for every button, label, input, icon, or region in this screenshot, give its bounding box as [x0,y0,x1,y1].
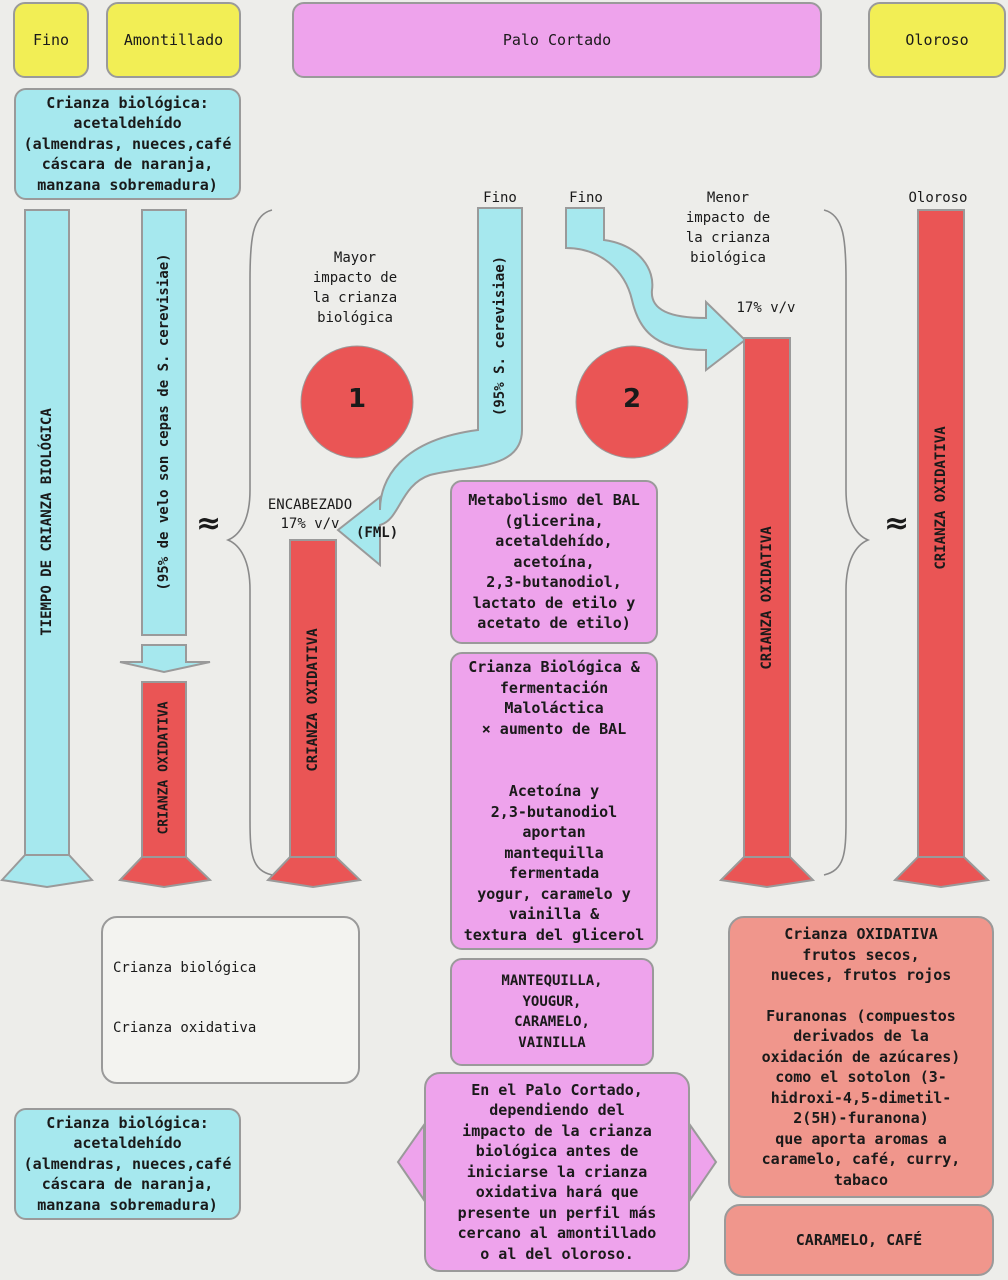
path2-number: 2 [622,384,642,414]
path2-impact-text: Menor impacto de la crianza biológica [685,190,771,266]
amontillado-oxidative-label: CRIANZA OXIDATIVA [156,701,172,835]
path1-flor-label: (95% S. cerevisiae) [492,255,508,417]
path2-fortification: 17% v/v [736,300,796,316]
path1-fml-label: (FML) [356,525,399,541]
fermentation-result-title: Acetoína y 2,3-butanodiol [490,782,618,821]
biological-note-bottom [14,1108,241,1220]
biological-note-bottom-body: (almendras, nueces,café cáscara de naranja, manzana sobremadura) [23,1154,232,1214]
conclusion-right-arrow [690,1125,716,1200]
fino-down-arrow [2,855,92,887]
right-brace [824,210,868,875]
biological-note-top [14,88,241,200]
left-brace [228,210,272,875]
path1-source-label: Fino [483,190,517,206]
conclusion-left-arrow [398,1125,424,1200]
center-aromas-box: MANTEQUILLA, YOUGUR, CARAMELO, VAINILLA [450,958,654,1066]
approx-symbol-right: ≈ [884,506,910,541]
path1-oxidative-label: CRIANZA OXIDATIVA [305,628,321,772]
path1-fortification: ENCABEZADO 17% v/v [267,497,353,532]
path2-source-label: Fino [569,190,603,206]
conclusion-box: En el Palo Cortado, dependiendo del impacto de la crianza biológica antes de iniciarse la crianza oxidativa hará que presente un perfil más cercano al amontillado o al del oloroso. [424,1072,690,1272]
header-fino: Fino [13,2,89,78]
fermentation-result-body: aportan mantequilla fermentada yogur, caramelo y vainilla & textura del glicerol [463,823,645,944]
fermentation-box [450,652,658,950]
bal-metabolism-title: Metabolismo del BAL [468,491,640,510]
oxidative-note-furanones: Furanonas (compuestos derivados de la oxidación de azúcares) como el sotolon (3- hidroxi-4,5-dimetil- 2(5H)-furanona) que aporta aromas a caramelo, café, curry, tabaco [761,1006,961,1189]
bal-metabolism-body: (glicerina, acetaldehído, acetoína, 2,3-butanodiol, lactato de etilo y acetato de etilo) [472,511,636,633]
legend-oxidative-label: Crianza oxidativa [113,1020,257,1036]
path1-down-arrow [268,857,360,887]
oloroso-source-label: Oloroso [908,190,968,206]
path2-oxidative-label: CRIANZA OXIDATIVA [759,526,775,670]
header-palo-cortado: Palo Cortado [292,2,822,78]
biological-note-top-title: Crianza biológica: acetaldehído [46,93,209,133]
oloroso-oxidative-label: CRIANZA OXIDATIVA [933,426,949,570]
amontillado-transition-arrow [120,645,210,672]
header-amontillado: Amontillado [106,2,241,78]
oxidative-note-title: Crianza OXIDATIVA [784,925,938,943]
oxidative-aromas-box: CARAMELO, CAFÉ [724,1204,994,1276]
approx-symbol-left: ≈ [196,506,222,541]
biological-note-top-body: (almendras, nueces,café cáscara de naranja, manzana sobremadura) [23,134,232,194]
oloroso-down-arrow [895,857,988,887]
path1-number: 1 [347,384,367,414]
amontillado-bar-label: (95% de velo son cepas de S. cerevisiae) [156,253,172,591]
path1-impact-text: Mayor impacto de la crianza biológica [312,250,398,326]
legend-biological-label: Crianza biológica [113,960,257,976]
fermentation-title: Crianza Biológica & fermentación Maloláctica × aumento de BAL [468,658,640,738]
header-oloroso: Oloroso [868,2,1006,78]
fino-bar-label: TIEMPO DE CRIANZA BIOLÓGICA [39,408,55,636]
bal-metabolism-box [450,480,658,644]
oxidative-note-line1: frutos secos, nueces, frutos rojos [770,945,952,984]
biological-note-bottom-title: Crianza biológica: acetaldehído [46,1113,209,1153]
legend-box [101,916,360,1084]
oxidative-note-box [728,916,994,1198]
path2-down-arrow [721,857,813,887]
amontillado-down-arrow [120,857,210,887]
